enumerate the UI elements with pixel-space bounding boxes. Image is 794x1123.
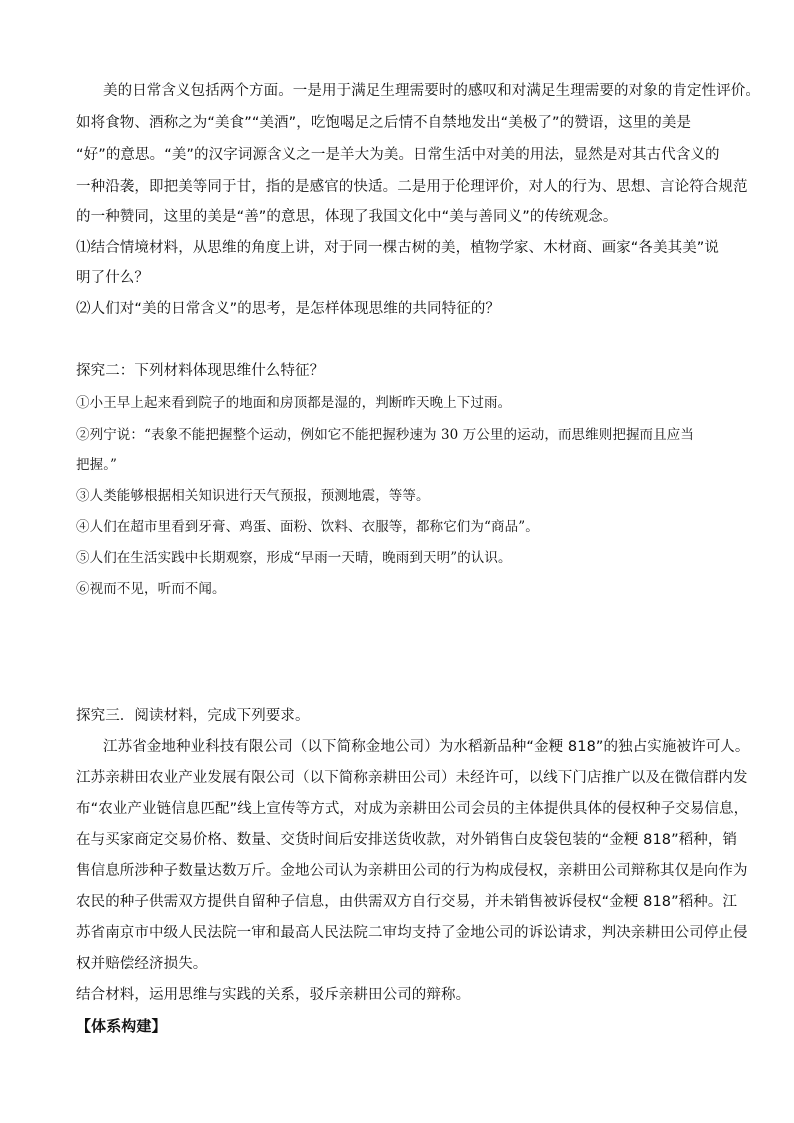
question-line: ⑵人们对“美的日常含义”的思考，是怎样体现思维的共同特征的？	[76, 301, 501, 317]
para-line: 布“农业产业链信息匹配”线上宣传等方式，对成为亲耕田公司会员的主体提供具体的侵权种子交易信息，	[76, 801, 749, 817]
list-item: ⑤人们在生活实践中长期观察，形成“早雨一天晴，晚雨到天明”的认识。	[76, 550, 512, 566]
list-item: 把握。”	[76, 457, 118, 473]
list-item: ①小王早上起来看到院子的地面和房顶都是湿的，判断昨天晚上下过雨。	[76, 395, 512, 411]
para-line: “好”的意思。“美”的汉字词源含义之一是羊大为美。日常生活中对美的用法，显然是对其古代含义的	[76, 147, 720, 163]
list-item: ②列宁说：“表象不能把握整个运动，例如它不能把握秒速为 30 万公里的运动，而思维则把握而且应当	[76, 427, 694, 443]
section-title: 探究二：下列材料体现思维什么特征？	[76, 363, 325, 379]
task-line: 结合材料，运用思维与实践的关系，驳斥亲耕田公司的辩称。	[76, 987, 471, 1003]
para-line: 苏省南京市中级人民法院一审和最高人民法院二审均支持了金地公司的诉讼请求，判决亲耕田公司停止侵	[76, 925, 748, 941]
section-heading: 【体系构建】	[76, 1017, 167, 1035]
para-line: 权并赔偿经济损失。	[76, 956, 208, 972]
para-line: 的一种赞同，这里的美是“善”的意思，体现了我国文化中“美与善同义”的传统观念。	[76, 209, 618, 225]
list-item: ⑥视而不见，听而不闻。	[76, 581, 226, 597]
para-line: 农民的种子供需双方提供自留种子信息，由供需双方自行交易，并未销售被诉侵权“金粳 818”稻种。江	[76, 894, 738, 910]
para-line: 江苏省金地种业科技有限公司（以下简称金地公司）为水稻新品种“金粳 818”的独占实施被许可人。	[103, 739, 750, 755]
para-line: 如将食物、酒称之为“美食”“美酒”，吃饱喝足之后情不自禁地发出“美极了”的赞语，这里的美是	[76, 115, 692, 131]
section-title: 探究三．阅读材料，完成下列要求。	[76, 708, 310, 724]
list-item: ③人类能够根据相关知识进行天气预报，预测地震，等等。	[76, 488, 430, 504]
list-item: ④人们在超市里看到牙膏、鸡蛋、面粉、饮料、衣服等，都称它们为“商品”。	[76, 519, 539, 535]
para-line: 美的日常含义包括两个方面。一是用于满足生理需要时的感叹和对满足生理需要的对象的肯定性评价。	[103, 83, 760, 99]
question-line: 明了什么？	[76, 270, 149, 286]
para-line: 江苏亲耕田农业产业发展有限公司（以下简称亲耕田公司）未经许可，以线下门店推广以及在微信群内发	[76, 770, 748, 786]
para-line: 在与买家商定交易价格、数量、交货时间后安排送货收款，对外销售白皮袋包装的“金粳 818”稻种，销	[76, 832, 738, 848]
para-line: 一种沿袭，即把美等同于甘，指的是感官的快适。二是用于伦理评价，对人的行为、思想、言论符合规范	[76, 179, 748, 195]
question-line: ⑴结合情境材料，从思维的角度上讲，对于同一棵古树的美，植物学家、木材商、画家“各美其美”说	[76, 240, 720, 256]
para-line: 售信息所涉种子数量达数万斤。金地公司认为亲耕田公司的行为构成侵权，亲耕田公司辩称其仅是向作为	[76, 863, 748, 879]
